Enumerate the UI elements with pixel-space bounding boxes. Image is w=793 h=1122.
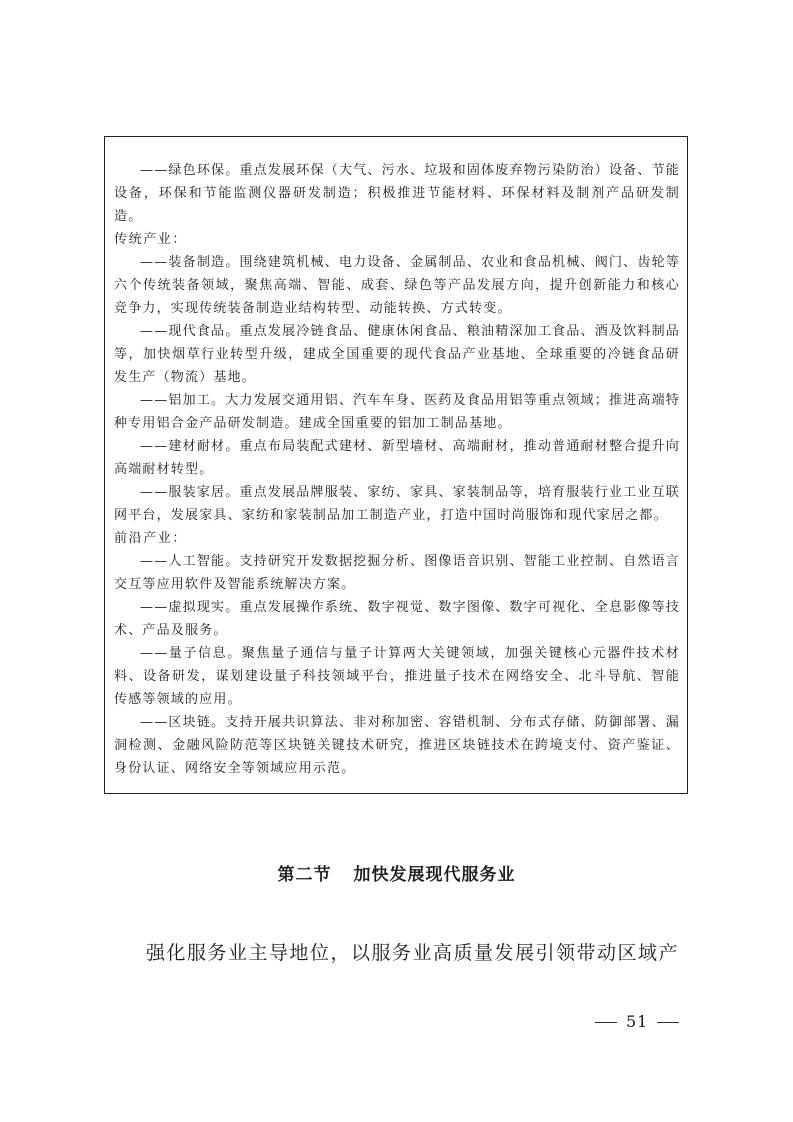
section-heading [0, 860, 793, 885]
body-paragraph: 强化服务业主导地位，以服务业高质量发展引领带动区域产 [146, 942, 680, 964]
page-number-value: 51 [626, 1012, 649, 1031]
paragraph-building-materials: ——建材耐材。重点布局装配式建材、新型墙材、高端耐材，推动普通耐材整合提升向高端耐材转型。 [114, 439, 680, 477]
page-number-left-dash [595, 1022, 617, 1023]
paragraph-aluminum-processing: ——铝加工。大力发展交通用铝、汽车车身、医药及食品用铝等重点领域；推进高端特种专用铝合金产品研发制造。建成全国重要的铝加工制品基地。 [114, 393, 680, 431]
paragraph-artificial-intelligence: ——人工智能。支持研究开发数据挖掘分析、图像语音识别、智能工业控制、自然语言交互等应用软件及智能系统解决方案。 [114, 554, 680, 592]
paragraph-virtual-reality: ——虚拟现实。重点发展操作系统、数字视觉、数字图像、数字可视化、全息影像等技术、产品及服务。 [114, 600, 680, 638]
industry-list-box [104, 136, 688, 794]
industry-list [114, 159, 680, 780]
category-frontier-industry: 前沿产业： [114, 531, 188, 546]
paragraph-quantum-information: ——量子信息。聚焦量子通信与量子计算两大关键领域，加强关键核心元器件技术材料、设备研发，谋划建设量子科技领域平台，推进量子技术在网络安全、北斗导航、智能传感等领域的应用。 [114, 646, 680, 707]
paragraph-equipment-manufacturing: ——装备制造。围绕建筑机械、电力设备、金属制品、农业和食品机械、阀门、齿轮等六个传统装备领域，聚焦高端、智能、成套、绿色等产品发展方向，提升创新能力和核心竞争力，实现传统装备制造业结构转型、动能转换、方式转变。 [114, 255, 680, 316]
paragraph-apparel-home: ——服装家居。重点发展品牌服装、家纺、家具、家装制品等，培育服装行业工业互联网平台，发展家具、家纺和家装制品加工制造产业，打造中国时尚服饰和现代家居之都。 [114, 485, 680, 523]
paragraph-blockchain: ——区块链。支持开展共识算法、非对称加密、容错机制、分布式存储、防御部署、漏洞检测、金融风险防范等区块链关键技术研究，推进区块链技术在跨境支付、资产鉴证、身份认证、网络安全等领域应用示范。 [114, 715, 680, 776]
page-number [586, 1012, 688, 1031]
section-number: 第二节 [277, 865, 332, 885]
page-number-right-dash [657, 1022, 679, 1023]
paragraph-modern-food: ——现代食品。重点发展冷链食品、健康休闲食品、粮油精深加工食品、酒及饮料制品等，加快烟草行业转型升级，建成全国重要的现代食品产业基地、全球重要的冷链食品研发生产（物流）基地。 [114, 324, 680, 385]
paragraph-green-environment: ——绿色环保。重点发展环保（大气、污水、垃圾和固体废弃物污染防治）设备、节能设备，环保和节能监测仪器研发制造；积极推进节能材料、环保材料及制剂产品研发制造。 [114, 163, 680, 224]
section-title: 加快发展现代服务业 [353, 865, 516, 885]
category-traditional-industry: 传统产业： [114, 232, 188, 247]
